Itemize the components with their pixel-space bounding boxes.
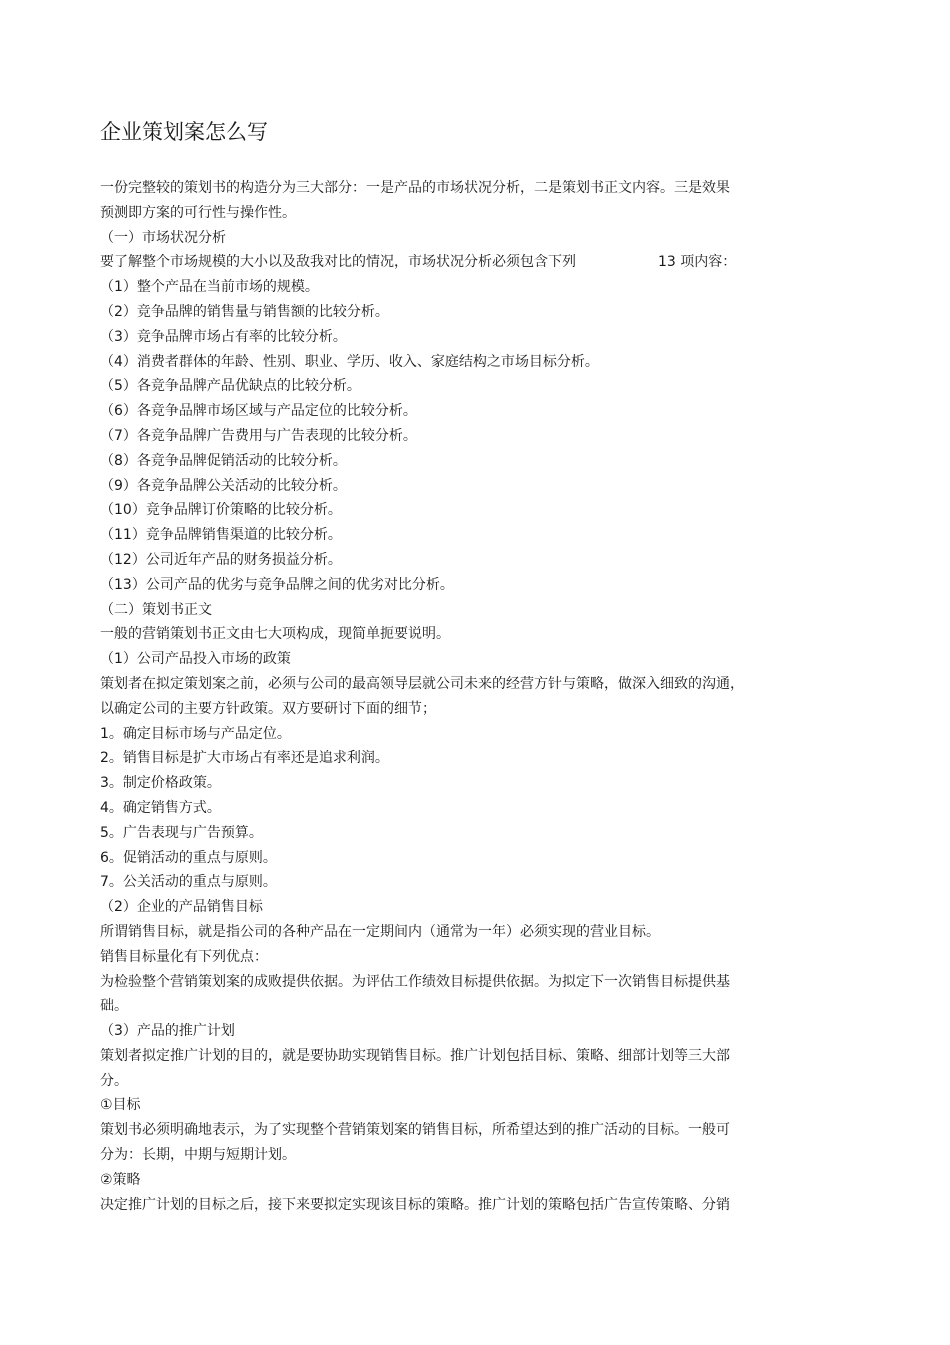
paragraph-line: 一般的营销策划书正文由七大项构成，现简单扼要说明。 — [100, 626, 450, 643]
item-heading: ①目标 — [100, 1097, 141, 1114]
list-item: 7。公关活动的重点与原则。 — [100, 874, 277, 891]
list-item: 2。销售目标是扩大市场占有率还是追求利润。 — [100, 750, 389, 767]
paragraph-line: 策划者拟定推广计划的目的，就是要协助实现销售目标。推广计划包括目标、策略、细部计划等三大部 — [100, 1047, 730, 1064]
paragraph-line: 以确定公司的主要方针政策。双方要研讨下面的细节； — [100, 700, 436, 717]
list-item: 5。广告表现与广告预算。 — [100, 824, 263, 841]
paragraph-line: 所谓销售目标，就是指公司的各种产品在一定期间内（通常为一年）必须实现的营业目标。 — [100, 923, 660, 940]
section-heading: （二）策划书正文 — [100, 601, 212, 618]
list-item: 3。制定价格政策。 — [100, 775, 221, 792]
paragraph-text: 13 项内容： — [658, 254, 737, 271]
list-item: 6。促销活动的重点与原则。 — [100, 849, 277, 866]
paragraph-line: 预测即方案的可行性与操作性。 — [100, 204, 296, 221]
list-item: 1。确定目标市场与产品定位。 — [100, 725, 291, 742]
list-item: （2）竞争品牌的销售量与销售额的比较分析。 — [100, 303, 389, 320]
paragraph-line — [100, 250, 780, 275]
list-item: （3）竞争品牌市场占有率的比较分析。 — [100, 328, 347, 345]
document-body — [100, 176, 780, 1217]
section-heading: （一）市场状况分析 — [100, 229, 226, 246]
paragraph-line: 一份完整较的策划书的构造分为三大部分：一是产品的市场状况分析，二是策划书正文内容。三是效果 — [100, 180, 730, 196]
paragraph-line: 分为：长期，中期与短期计划。 — [100, 1147, 296, 1164]
list-item: （12）公司近年产品的财务损益分析。 — [100, 551, 342, 568]
paragraph-line: 决定推广计划的目标之后，接下来要拟定实现该目标的策略。推广计划的策略包括广告宣传策略、分销 — [100, 1196, 730, 1213]
list-item: （10）竞争品牌订价策略的比较分析。 — [100, 502, 342, 519]
paragraph-line: 策划书必须明确地表示，为了实现整个营销策划案的销售目标，所希望达到的推广活动的目标。一般可 — [100, 1122, 730, 1139]
paragraph-line: 础。 — [100, 998, 128, 1015]
paragraph-line: 销售目标量化有下列优点： — [100, 948, 268, 965]
subsection-heading: （1）公司产品投入市场的政策 — [100, 651, 291, 668]
list-item: （8）各竞争品牌促销活动的比较分析。 — [100, 452, 347, 469]
list-item: （9）各竞争品牌公关活动的比较分析。 — [100, 477, 347, 494]
paragraph-line: 为检验整个营销策划案的成败提供依据。为评估工作绩效目标提供依据。为拟定下一次销售目标提供基 — [100, 973, 730, 990]
list-item: （1）整个产品在当前市场的规模。 — [100, 279, 319, 296]
subsection-heading: （3）产品的推广计划 — [100, 1023, 235, 1040]
list-item: （13）公司产品的优劣与竞争品牌之间的优劣对比分析。 — [100, 576, 454, 593]
item-heading: ②策略 — [100, 1171, 141, 1188]
list-item: （11）竞争品牌销售渠道的比较分析。 — [100, 527, 342, 544]
list-item: （5）各竞争品牌产品优缺点的比较分析。 — [100, 378, 361, 395]
list-item: （6）各竞争品牌市场区域与产品定位的比较分析。 — [100, 403, 417, 420]
subsection-heading: （2）企业的产品销售目标 — [100, 899, 263, 916]
paragraph-line: 策划者在拟定策划案之前，必须与公司的最高领导层就公司未来的经营方针与策略，做深入细致的沟通， — [100, 675, 744, 692]
list-item: 4。确定销售方式。 — [100, 799, 221, 816]
paragraph-line: 分。 — [100, 1072, 128, 1089]
list-item: （7）各竞争品牌广告费用与广告表现的比较分析。 — [100, 427, 417, 444]
document-title: 企业策划案怎么写 — [100, 120, 268, 144]
paragraph-text: 要了解整个市场规模的大小以及敌我对比的情况，市场状况分析必须包含下列 — [100, 254, 576, 271]
list-item: （4）消费者群体的年龄、性别、职业、学历、收入、家庭结构之市场目标分析。 — [100, 353, 599, 370]
